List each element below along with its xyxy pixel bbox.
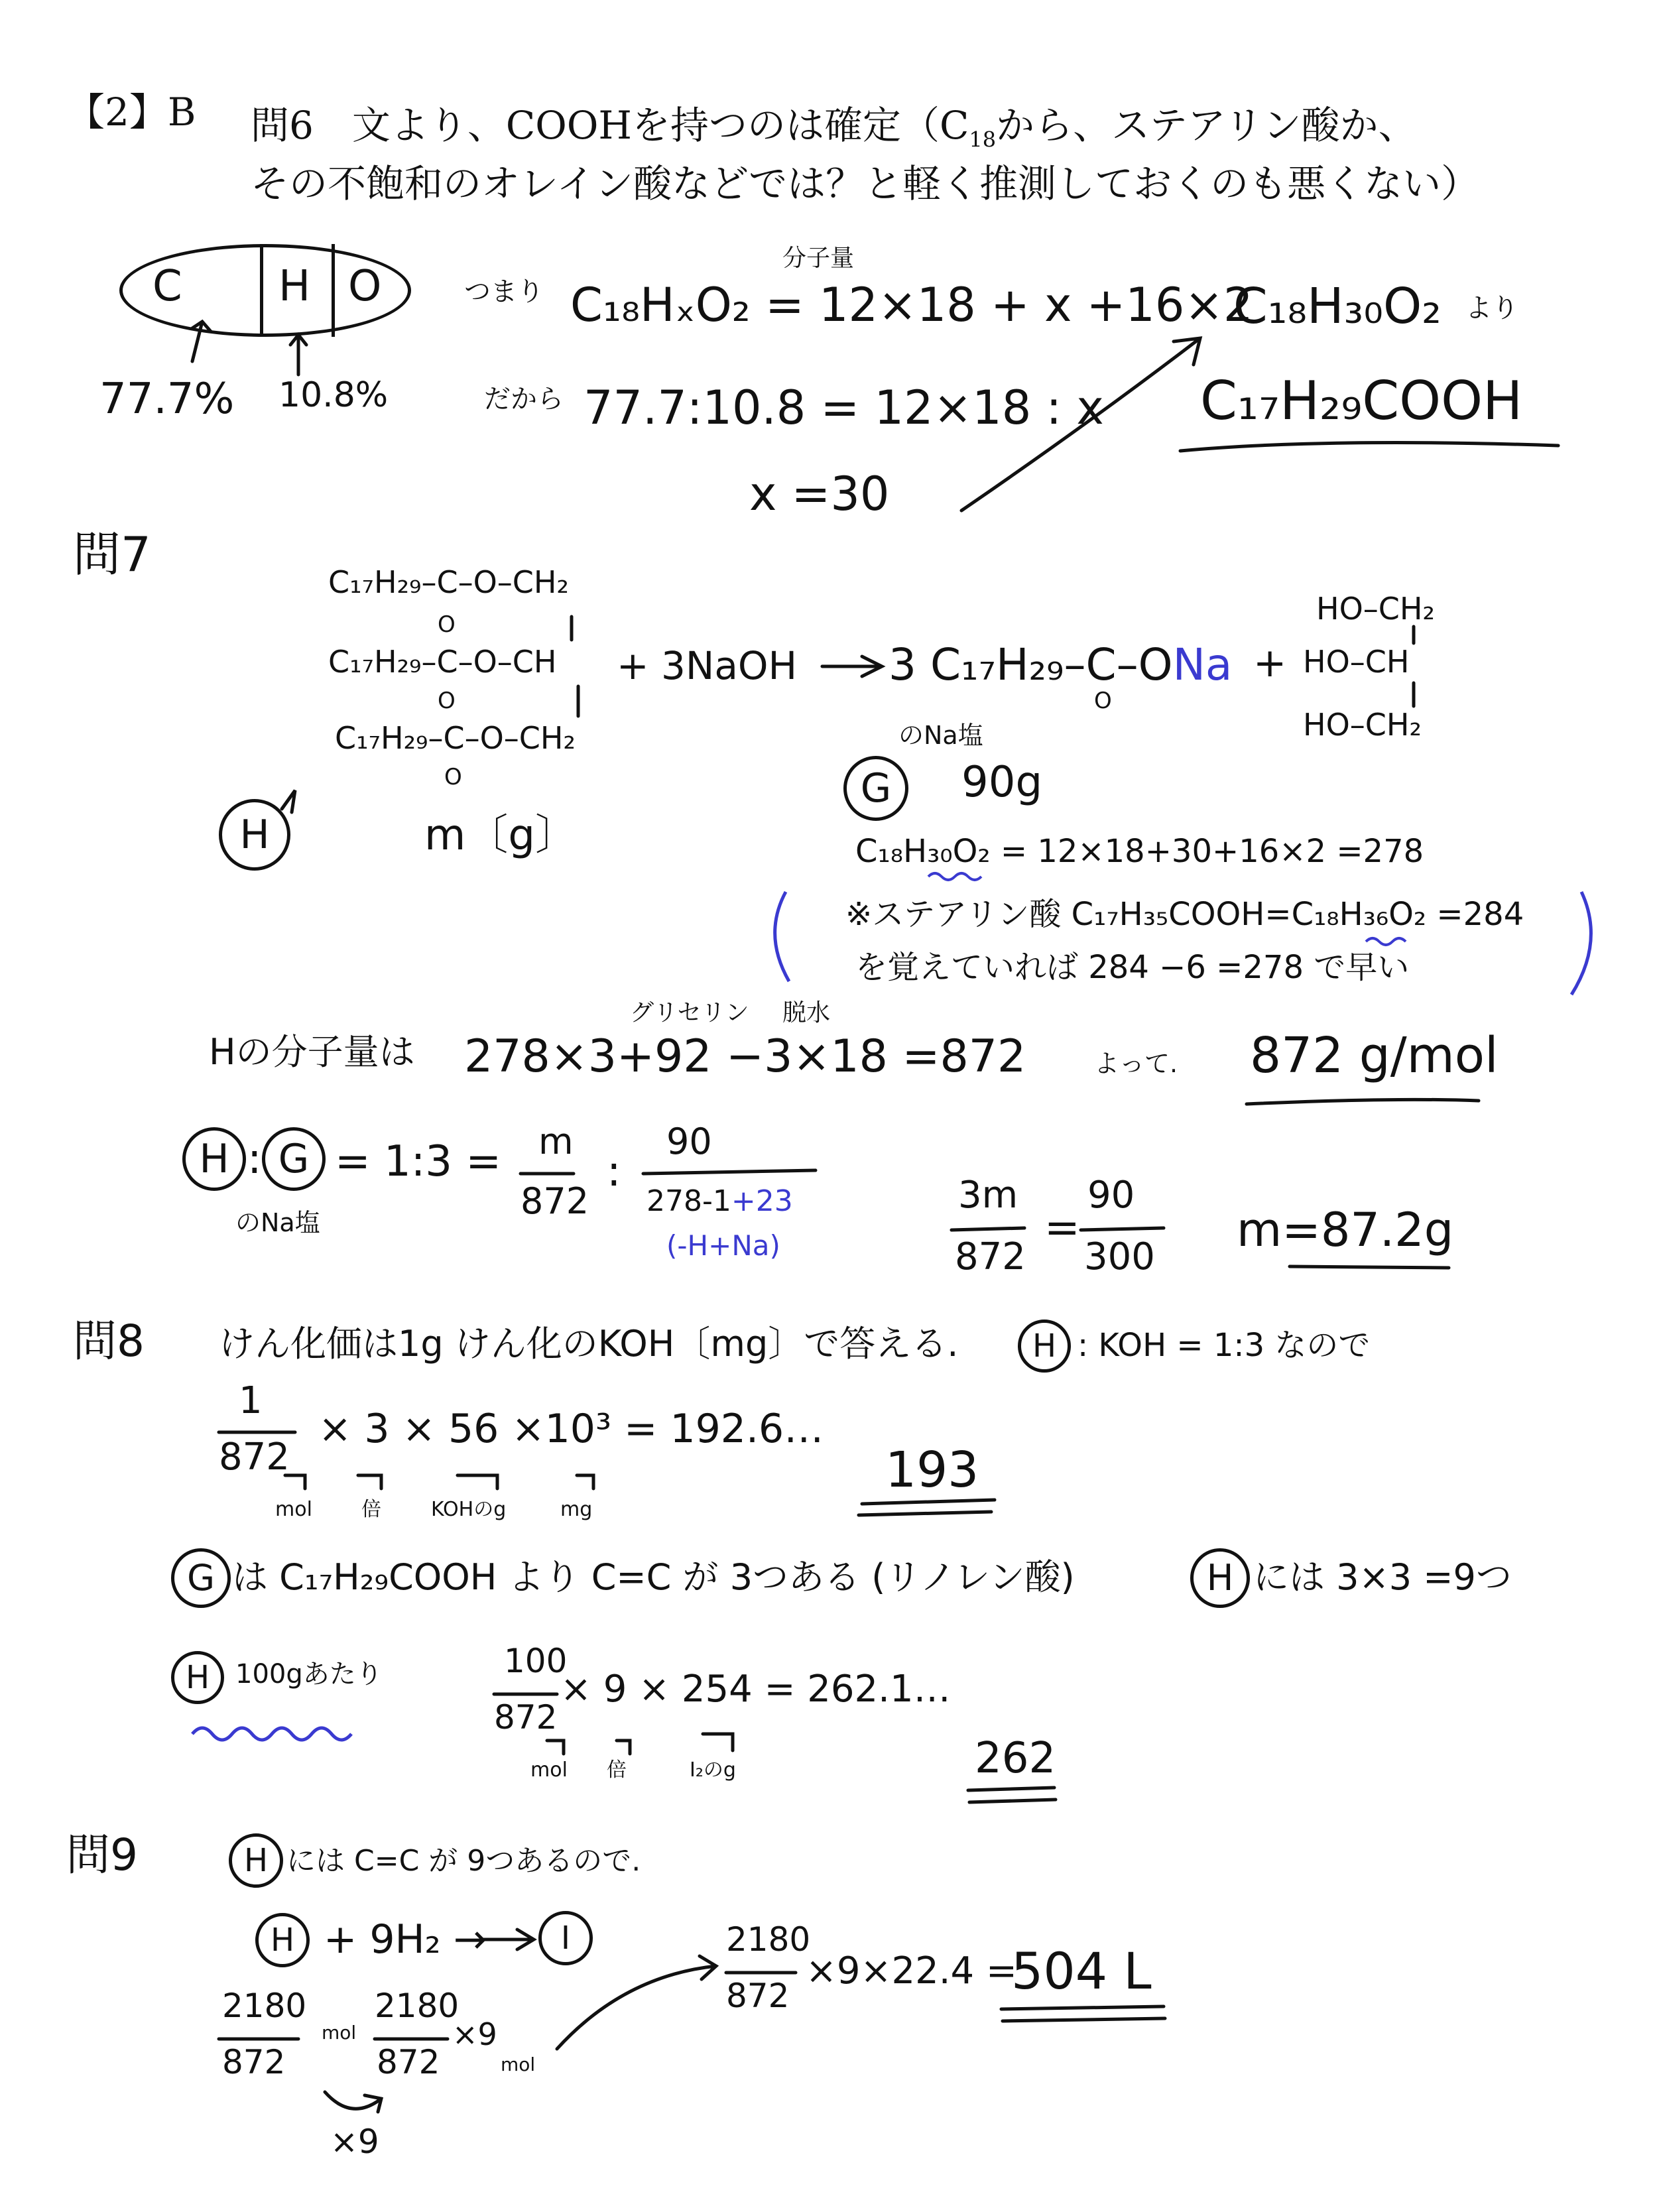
q9-reaction: + 9H₂ → xyxy=(324,1916,487,1963)
wavy-100g xyxy=(192,1728,351,1740)
h-mass-m: m〔g〕 xyxy=(424,811,578,860)
q9-f2-num: 2180 xyxy=(375,1987,460,2025)
q9-f1-num: 2180 xyxy=(222,1987,307,2025)
q9-f3-num: 2180 xyxy=(726,1920,811,1959)
q9-answer: 504 L xyxy=(1011,1941,1152,2000)
eq-den-1: 872 xyxy=(955,1235,1026,1278)
bunshiryo-label: 分子量 xyxy=(782,245,855,272)
frac-m-num: m xyxy=(538,1121,574,1162)
q8-calc: × 3 × 56 ×10³ = 192.6… xyxy=(318,1406,824,1452)
m-result-underline xyxy=(1290,1266,1449,1268)
carbonyl-o-1: O xyxy=(438,611,456,638)
m-result: m=87.2g xyxy=(1237,1203,1454,1257)
q6-intro-text-b: から、ステアリン酸か、 xyxy=(996,103,1417,148)
h-mw-label: Hの分子量は xyxy=(209,1031,415,1073)
dakara: だから xyxy=(484,384,564,414)
tsumari: つまり xyxy=(464,276,544,307)
q8-unit-bai-2: 倍 xyxy=(607,1758,627,1782)
q6-intro-text: 問6 文より、COOHを持つのは確定（C xyxy=(251,103,969,148)
q9-calc: ×9×22.4 = xyxy=(806,1949,1017,1993)
plus-sign: + xyxy=(1253,640,1287,686)
q9-h-circle-2: H xyxy=(255,1913,310,1967)
q6-yori: より xyxy=(1465,293,1518,324)
yotte: よって. xyxy=(1094,1049,1178,1078)
h-circle-tail xyxy=(282,790,295,812)
q9-f2-mult: ×9 xyxy=(452,2016,497,2052)
q8-unit-bai: 倍 xyxy=(361,1498,381,1521)
q9-f2-den: 872 xyxy=(377,2043,440,2081)
q6-x-result: x =30 xyxy=(749,467,890,521)
q6-intro-line2: その不飽和のオレイン酸などでは？と軽く推測しておくのも悪くない） xyxy=(251,161,1480,206)
g-na-salt-label: のNa塩 xyxy=(898,721,983,750)
wavy-h30 xyxy=(928,873,981,880)
oval-c: C xyxy=(153,262,182,311)
q8-answer-2: 262 xyxy=(975,1734,1056,1783)
soap-na: Na xyxy=(1172,639,1233,690)
g-mass: 90g xyxy=(961,758,1043,807)
q8-unit-mol-2: mol xyxy=(530,1758,568,1782)
q8-frac-den: 872 xyxy=(219,1436,290,1479)
section-label: 【2】B xyxy=(66,90,196,135)
triglyceride-row-1: C₁₇H₂₉–C–O–CH₂ xyxy=(328,564,569,600)
q9-answer-underline xyxy=(1001,2006,1165,2021)
q8-h-circle-3: H xyxy=(171,1651,224,1704)
q8-unit-kohg: KOHのg xyxy=(431,1498,507,1521)
soap-formula: 3 C₁₇H₂₉–C–O xyxy=(889,639,1173,690)
carbonyl-o-2: O xyxy=(438,688,456,714)
q8-frac-num: 1 xyxy=(239,1379,263,1422)
q8-g-text: は C₁₇H₂₉COOH より C=C が 3つある (リノレン酸) xyxy=(232,1556,1075,1598)
q8-unit-brackets xyxy=(285,1475,593,1489)
g-circle-2: G xyxy=(262,1127,326,1191)
q9-curve-arrow xyxy=(557,1956,716,2049)
q9-f3-den: 872 xyxy=(726,1977,790,2015)
frac-den-a: 278-1 xyxy=(646,1184,731,1218)
q8-answer-1-underline xyxy=(859,1500,995,1515)
dehydration-label: 脱水 xyxy=(782,999,831,1026)
q9-i-circle: I xyxy=(538,1911,593,1965)
pct-c: 77.7% xyxy=(99,375,235,424)
q8-unit-brackets-2 xyxy=(547,1734,733,1754)
frac-90: 90 xyxy=(666,1121,712,1162)
q8-calc2: × 9 × 254 = 262.1… xyxy=(560,1668,951,1711)
wavy-h36 xyxy=(1366,938,1406,945)
glycerol-row-2: HO–CH xyxy=(1303,644,1410,680)
reaction-arrow xyxy=(822,656,882,676)
q8-frac2-den: 872 xyxy=(494,1698,558,1737)
frac-bar-90 xyxy=(643,1170,816,1174)
q6-result-formula: C₁₈H₃₀O₂ xyxy=(1233,278,1442,335)
q8-h-text: には 3×3 =9つ xyxy=(1253,1556,1512,1598)
eq-num-1: 3m xyxy=(958,1174,1018,1217)
naoh-reactant: + 3NaOH xyxy=(617,643,798,688)
glycerol-row-3: HO–CH₂ xyxy=(1303,707,1422,743)
carbonyl-o-3: O xyxy=(444,764,462,790)
q6-intro-sub: 18 xyxy=(969,127,997,153)
q9-times9: ×9 xyxy=(330,2122,379,2161)
triglyceride-row-2: C₁₇H₂₉–C–O–CH xyxy=(328,644,557,680)
q9-f1-den: 872 xyxy=(222,2043,286,2081)
g-na-salt-label-2: のNa塩 xyxy=(235,1208,320,1237)
q8-h-circle: H xyxy=(1018,1320,1071,1373)
arrow-h xyxy=(290,335,306,375)
eq-num-2: 90 xyxy=(1087,1174,1135,1217)
g-circle: G xyxy=(843,756,908,821)
frac-note: (-H+Na) xyxy=(666,1229,780,1262)
triglyceride-row-3: C₁₇H₂₉–C–O–CH₂ xyxy=(335,720,576,756)
q8-answer-1: 193 xyxy=(885,1442,979,1499)
stearic-note-1: ※ステアリン酸 C₁₇H₃₅COOH=C₁₈H₃₆O₂ =284 xyxy=(845,896,1524,933)
q8-per100: 100gあたり xyxy=(235,1659,383,1690)
pct-h: 10.8% xyxy=(278,375,389,415)
triglyceride-bonds xyxy=(572,617,578,716)
stearic-note-2: を覚えていれば 284 −6 =278 で早い xyxy=(855,949,1410,986)
eq-equal: = xyxy=(1044,1203,1080,1253)
q8-frac2-num: 100 xyxy=(504,1642,568,1680)
carbonyl-o-product: O xyxy=(1094,688,1112,714)
q8-unit-mol: mol xyxy=(275,1498,312,1521)
q8-label: 問8 xyxy=(73,1316,145,1367)
q8-answer-2-underline xyxy=(968,1788,1056,1802)
mw-answer-underline xyxy=(1247,1099,1479,1104)
h-mw-calc: 278×3+92 −3×18 =872 xyxy=(464,1030,1026,1083)
q6-answer: C₁₇H₂₉COOH xyxy=(1200,370,1523,432)
frac-bar-90-300 xyxy=(1081,1228,1164,1230)
q6-ratio: 77.7:10.8 = 12×18 : x xyxy=(584,381,1104,435)
q8-g-circle: G xyxy=(171,1548,231,1608)
frac-m-den: 872 xyxy=(521,1180,589,1222)
oval-h: H xyxy=(278,262,311,311)
q8-definition: けん化価は1g けん化のKOH〔mg〕で答える. xyxy=(219,1323,959,1365)
q8-ratio: : KOH = 1:3 なので xyxy=(1077,1327,1371,1364)
note-paren-left xyxy=(775,892,789,981)
ratio-lead: = 1:3 = xyxy=(335,1137,501,1186)
glycerin-label: グリセリン xyxy=(630,999,749,1026)
q9-f1-unit: mol xyxy=(322,2022,357,2044)
q8-unit-mg: mg xyxy=(560,1498,593,1521)
q9-reaction-arrow xyxy=(481,1930,534,1949)
h-mw-answer: 872 g/mol xyxy=(1250,1027,1499,1084)
h-circle-2: H xyxy=(182,1127,246,1191)
q8-h-circle-2: H xyxy=(1190,1548,1250,1608)
q6-answer-underline xyxy=(1180,443,1558,452)
q9-f2-unit: mol xyxy=(501,2054,536,2075)
arrow-to-result xyxy=(961,338,1200,511)
fatty-acid-mw: C₁₈H₃₀O₂ = 12×18+30+16×2 =278 xyxy=(855,833,1424,870)
q6-formula: C₁₈HₓO₂ = 12×18 + x +16×2 xyxy=(570,278,1253,332)
q9-text: には C=C が 9つあるので. xyxy=(286,1844,641,1878)
frac-den-b: +23 xyxy=(731,1184,793,1218)
q8-unit-i2g: I₂のg xyxy=(690,1758,736,1782)
q9-label: 問9 xyxy=(66,1829,138,1880)
oval-o: O xyxy=(348,262,382,311)
q7-label: 問7 xyxy=(73,526,151,582)
glycerol-row-1: HO–CH₂ xyxy=(1316,591,1435,627)
q9-times9-arrow xyxy=(325,2092,381,2112)
q9-h-circle: H xyxy=(229,1833,283,1888)
frac-bar-3m xyxy=(952,1228,1024,1230)
frac-colon: : xyxy=(607,1147,621,1196)
ratio-colon-1: : xyxy=(247,1135,262,1184)
eq-den-2: 300 xyxy=(1084,1235,1155,1278)
arrow-c xyxy=(192,322,211,361)
h-circle: H xyxy=(219,799,290,871)
note-paren-right xyxy=(1571,892,1591,995)
